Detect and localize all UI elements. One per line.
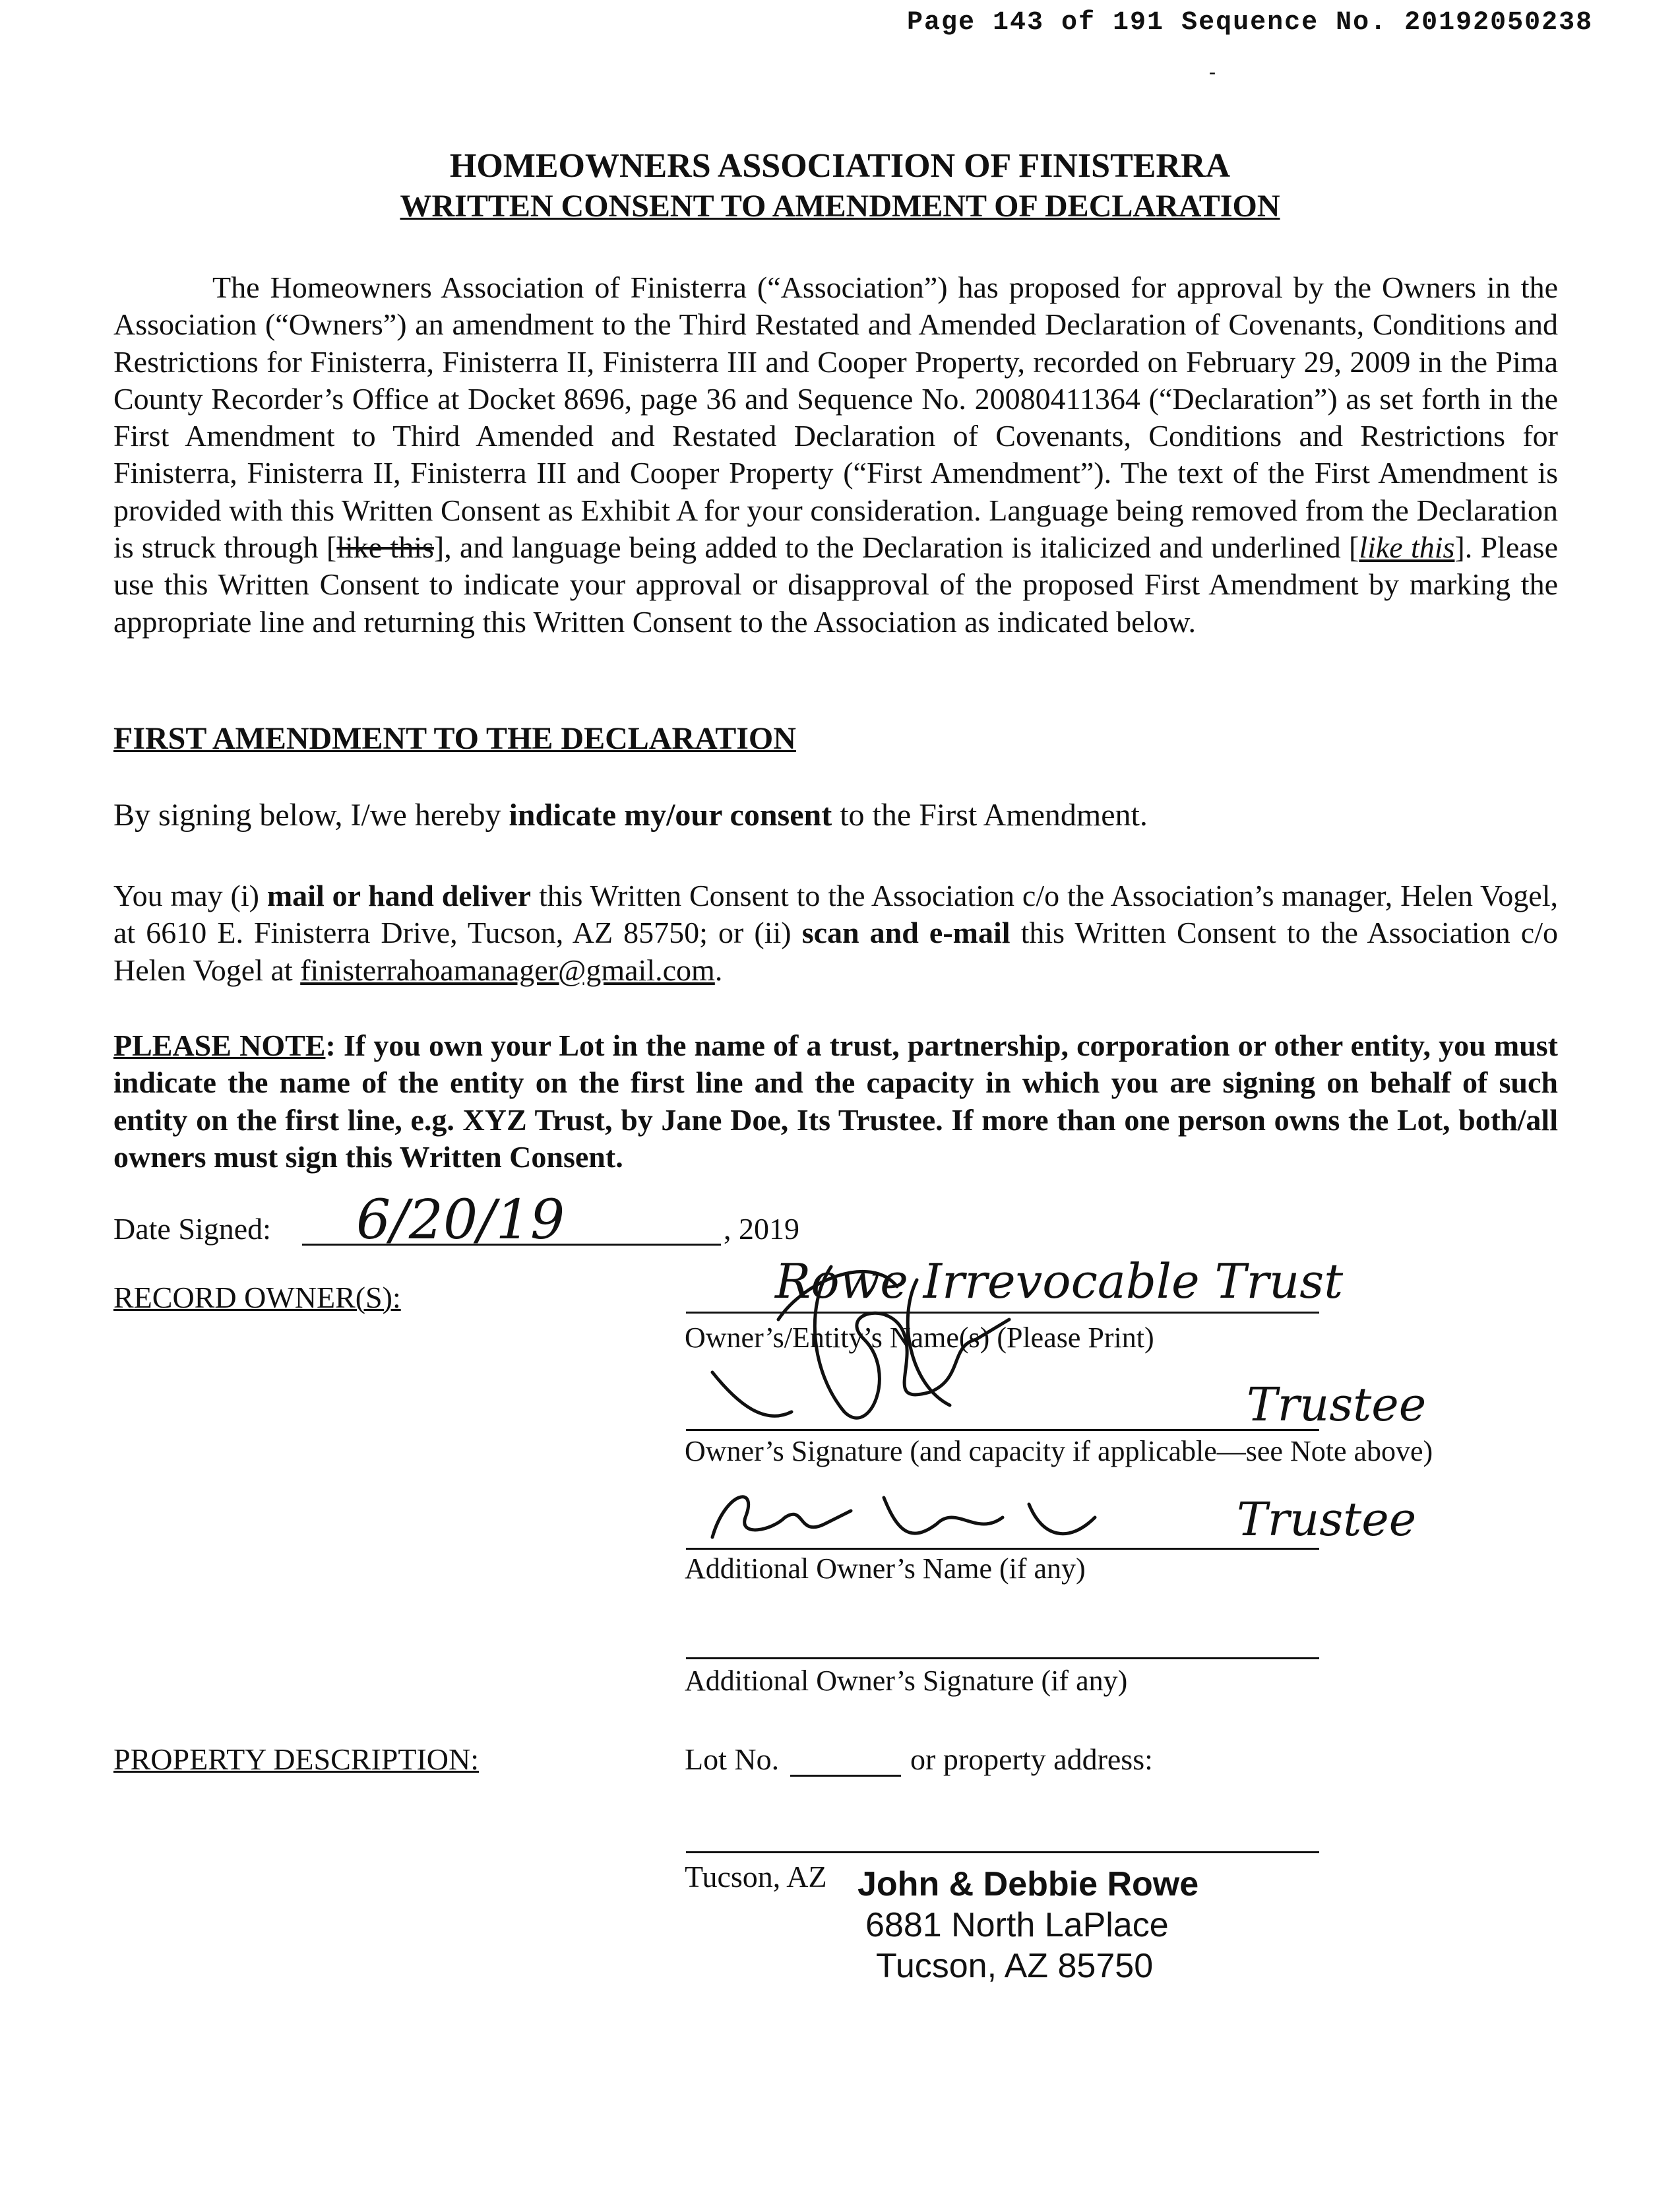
please-note-text: If you own your Lot in the name of a trust, partnership, corporation or other entity, you must indicate the name of the entity on the first line and the capacity in which you are signing on behalf of such entity on the first line, e.g. XYZ Trust, by Jane Doe, Its Trustee. If more than one person owns the Lot, both/all owners must sign this Written Consent. — [113, 1029, 1559, 1174]
record-owners-label: RECORD OWNER(S): — [113, 1281, 401, 1314]
struck-through-example: like this — [336, 530, 434, 565]
lot-number-line[interactable] — [790, 1775, 901, 1777]
please-note-colon: : — [325, 1029, 336, 1062]
please-note-paragraph — [113, 1027, 1558, 1176]
stamp-line-2: 6881 North LaPlace — [865, 1906, 1169, 1944]
city-label: Tucson, AZ — [685, 1860, 827, 1893]
consent-prefix: By signing below, I/we hereby — [113, 798, 509, 833]
document-subtitle-text: WRITTEN CONSENT TO AMENDMENT OF DECLARATION — [400, 189, 1280, 224]
delivery-text-1: You may (i) — [113, 879, 267, 912]
document-title: HOMEOWNERS ASSOCIATION OF FINISTERRA — [449, 147, 1231, 185]
intro-text-part2: ], and language being added to the Declaration is italicized and underlined [ — [433, 530, 1359, 565]
delivery-bold-1: mail or hand deliver — [266, 879, 532, 912]
additional-owner-signature-caption: Additional Owner’s Signature (if any) — [685, 1665, 1128, 1697]
property-description-label: PROPERTY DESCRIPTION: — [113, 1742, 479, 1776]
intro-text-part3: ]. Please use this Written Consent to indicate your approval or disapproval of the proposed First Amendment by marking the appropriate line and returning this Written Consent to the Association as indicated below. — [113, 530, 1558, 639]
additional-owner-name-caption: Additional Owner’s Name (if any) — [685, 1552, 1086, 1585]
stray-mark: - — [1209, 61, 1216, 82]
owner-signature-capacity[interactable]: Trustee — [1247, 1378, 1427, 1432]
stamp-line-3: Tucson, AZ 85750 — [876, 1947, 1154, 1985]
delivery-text-2: this Written Consent to the Association c/o the Association’s manager, Helen Vogel, at 6610 E. Finisterra Drive, Tucson, AZ 85750; or (ii) — [113, 879, 1559, 950]
please-note-label: PLEASE NOTE — [113, 1029, 326, 1062]
intro-paragraph — [113, 269, 1558, 641]
property-address-label: or property address: — [910, 1742, 1153, 1776]
lot-number-label: Lot No. — [685, 1742, 780, 1776]
added-language-example: like this — [1359, 530, 1455, 565]
delivery-bold-2: scan and e-mail — [801, 916, 1011, 950]
consent-bold: indicate my/our consent — [509, 798, 832, 833]
delivery-text-3: this Written Consent to the Association c/o Helen Vogel at — [113, 916, 1558, 987]
additional-owner-name-value[interactable]: Trustee — [1237, 1492, 1417, 1546]
entity-name-caption: Owner’s/Entity’s Name(s) (Please Print) — [685, 1321, 1154, 1354]
property-address-line[interactable] — [686, 1851, 1319, 1853]
date-signed-value[interactable]: 6/20/19 — [356, 1189, 565, 1252]
page-sequence-header: Page 143 of 191 Sequence No. 20192050238 — [907, 8, 1594, 38]
date-signed-label: Date Signed: — [113, 1212, 271, 1246]
owner-signature-caption: Owner’s Signature (and capacity if applicable—see Note above) — [685, 1435, 1433, 1467]
delivery-paragraph — [113, 877, 1558, 989]
consent-suffix: to the First Amendment. — [832, 798, 1148, 833]
consent-statement — [113, 797, 1148, 833]
section-heading: FIRST AMENDMENT TO THE DECLARATION — [113, 721, 796, 756]
address-stamp — [857, 1864, 1198, 1986]
delivery-text-4: . — [714, 953, 723, 987]
owner-signature-scribble — [699, 1240, 1069, 1445]
additional-owner-signature-line — [686, 1657, 1319, 1659]
additional-owner-signature-scribble — [699, 1478, 1227, 1557]
date-year: , 2019 — [724, 1212, 799, 1246]
entity-name-value[interactable]: Rowe Irrevocable Trust — [775, 1254, 1344, 1309]
manager-email-link[interactable]: finisterrahoamanager@gmail.com — [300, 953, 715, 987]
intro-text-part1: The Homeowners Association of Finisterra (“Association”) has proposed for approval by the Owners in the Association (“Owners”) an amendment to the Third Restated and Amended Declaration of Covenants, Conditions and Restrictions for Finisterra, Finisterra II, Finisterra III and Cooper Property, recorded on February 29, 2009 in the Pima County Recorder’s Office at Docket 8696, page 36 and Sequence No. 20080411364 (“Declaration”) as set forth in the First Amendment to Third Amended and Restated Declaration of Covenants, Conditions and Restrictions for Finisterra, Finisterra II, Finisterra III and Cooper Property (“First Amendment”). The text of the First Amendment is provided with this Written Consent as Exhibit A for your consideration. Language being removed from the Declaration is struck through [ — [113, 270, 1558, 565]
stamp-line-1: John & Debbie Rowe — [857, 1865, 1199, 1903]
document-subtitle — [0, 188, 1680, 224]
